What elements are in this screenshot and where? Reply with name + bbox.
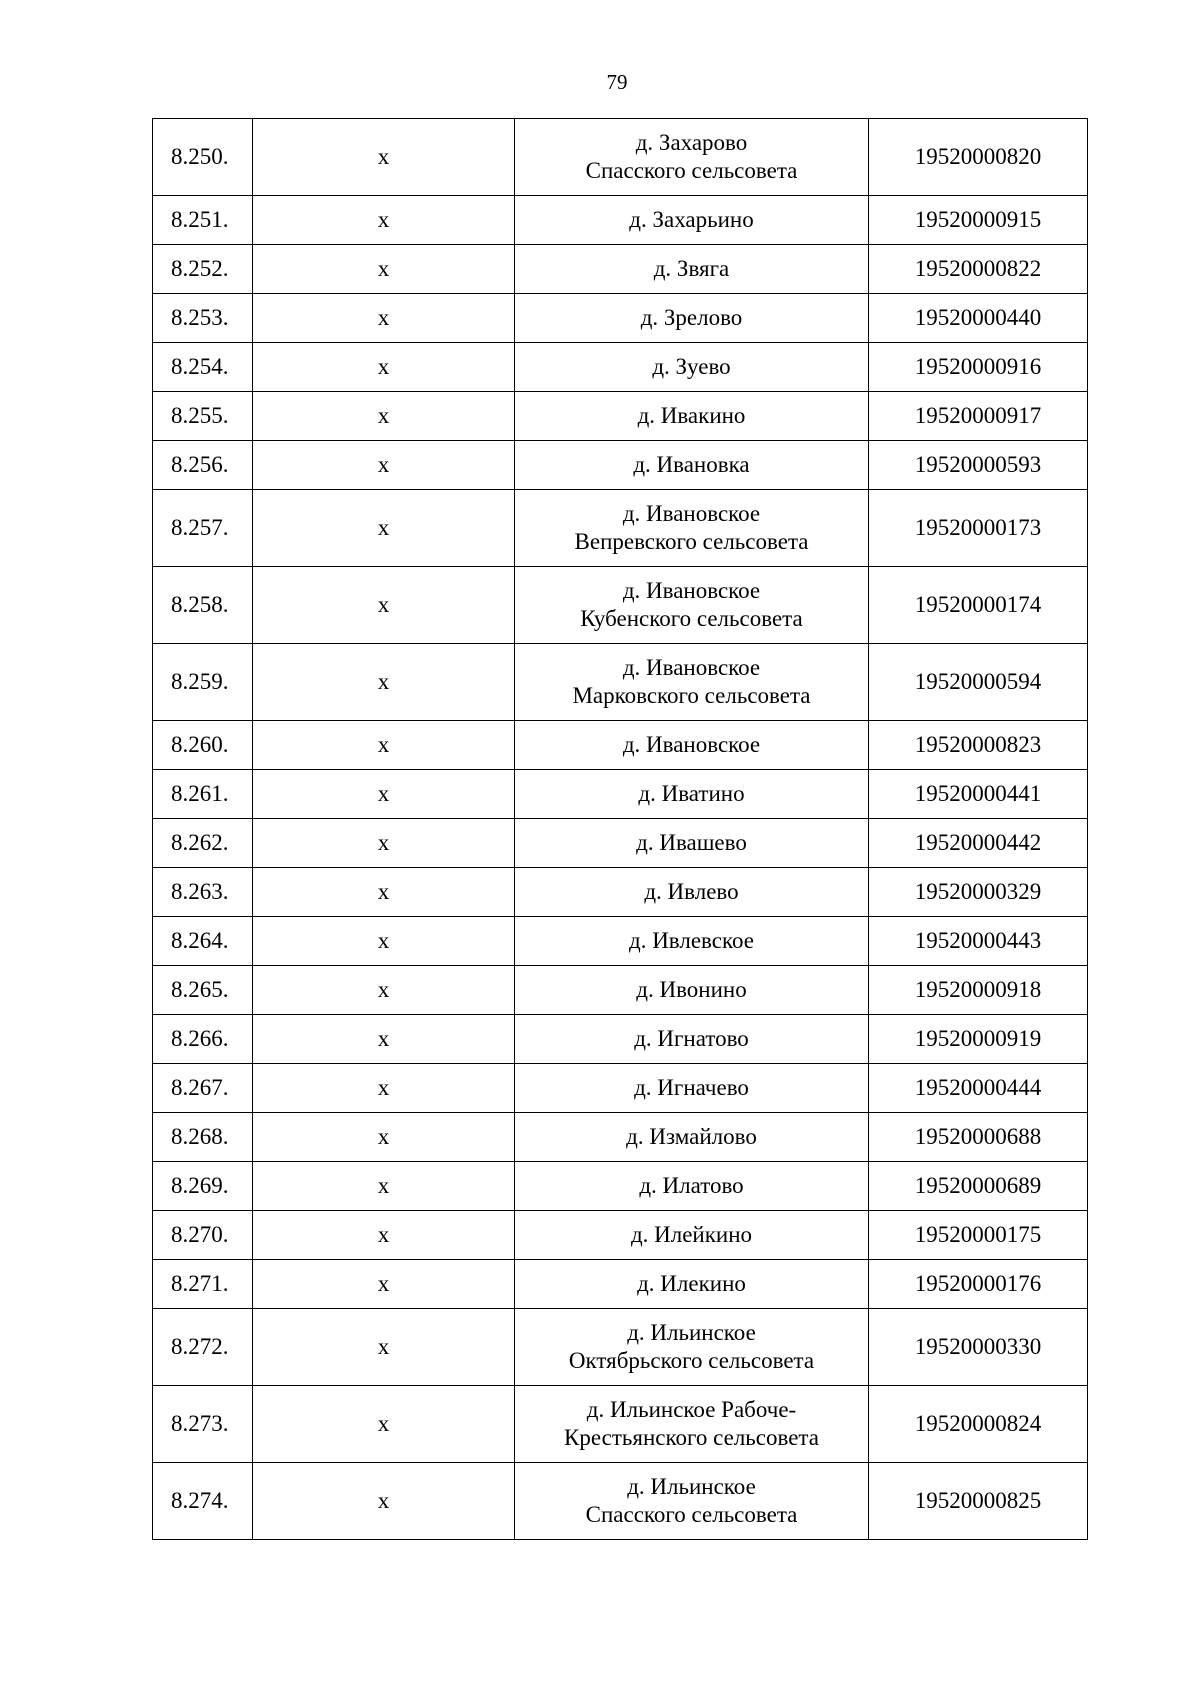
okato-code-cell: 19520000175 xyxy=(869,1211,1088,1260)
settlement-name-cell xyxy=(515,770,869,819)
okato-code-cell: 19520000594 xyxy=(869,644,1088,721)
settlement-name-line: д. Ивановское xyxy=(622,732,761,757)
settlement-name-cell xyxy=(515,1260,869,1309)
table-row xyxy=(153,917,1088,966)
mark-cell: х xyxy=(253,1260,515,1309)
mark-cell: х xyxy=(253,917,515,966)
table-row xyxy=(153,119,1088,196)
mark-cell: х xyxy=(253,343,515,392)
row-number-cell: 8.273. xyxy=(153,1386,253,1463)
row-number-cell: 8.256. xyxy=(153,441,253,490)
table-row xyxy=(153,343,1088,392)
row-number-cell: 8.271. xyxy=(153,1260,253,1309)
table-row xyxy=(153,1463,1088,1540)
row-number-cell: 8.257. xyxy=(153,490,253,567)
mark-cell: х xyxy=(253,644,515,721)
settlement-name-line: д. Ивановское xyxy=(622,578,761,603)
mark-cell: х xyxy=(253,392,515,441)
row-number-cell: 8.263. xyxy=(153,868,253,917)
page-number: 79 xyxy=(606,70,628,94)
settlement-name-cell xyxy=(515,294,869,343)
table-row xyxy=(153,567,1088,644)
okato-code-cell: 19520000824 xyxy=(869,1386,1088,1463)
table-row xyxy=(153,196,1088,245)
row-number-cell: 8.269. xyxy=(153,1162,253,1211)
settlement-name-line: д. Измайлово xyxy=(626,1124,757,1149)
table-row xyxy=(153,1162,1088,1211)
table-row xyxy=(153,1260,1088,1309)
row-number-cell: 8.262. xyxy=(153,819,253,868)
settlement-name-cell xyxy=(515,868,869,917)
settlement-name-line: д. Игначево xyxy=(634,1075,749,1100)
settlement-name-line: д. Игнатово xyxy=(634,1026,749,1051)
settlement-name-cell xyxy=(515,819,869,868)
okato-code-cell: 19520000593 xyxy=(869,441,1088,490)
okato-code-cell: 19520000173 xyxy=(869,490,1088,567)
settlement-name-cell xyxy=(515,245,869,294)
settlement-name-line: д. Ильинское Рабоче- xyxy=(586,1397,797,1422)
settlement-name-cell xyxy=(515,441,869,490)
row-number-cell: 8.258. xyxy=(153,567,253,644)
table-row xyxy=(153,1211,1088,1260)
mark-cell: х xyxy=(253,245,515,294)
settlement-name-line: д. Иватино xyxy=(638,781,745,806)
settlement-name-line: д. Ивашево xyxy=(636,830,747,855)
settlement-name-cell xyxy=(515,1386,869,1463)
mark-cell: х xyxy=(253,868,515,917)
table-row xyxy=(153,441,1088,490)
settlement-name-cell xyxy=(515,567,869,644)
mark-cell: х xyxy=(253,119,515,196)
settlement-name-cell xyxy=(515,1463,869,1540)
settlement-name-line: д. Илекино xyxy=(637,1271,746,1296)
table-row xyxy=(153,770,1088,819)
table-row xyxy=(153,819,1088,868)
settlement-name-line: д. Илейкино xyxy=(630,1222,753,1247)
settlement-name-line: д. Илатово xyxy=(639,1173,744,1198)
settlement-name-cell xyxy=(515,490,869,567)
settlement-name-line: д. Зрелово xyxy=(640,305,743,330)
settlement-name-line: д. Зуево xyxy=(652,354,731,379)
settlement-name-cell xyxy=(515,721,869,770)
mark-cell: х xyxy=(253,966,515,1015)
settlement-name-cell xyxy=(515,1309,869,1386)
okato-code-cell: 19520000823 xyxy=(869,721,1088,770)
okato-code-cell: 19520000825 xyxy=(869,1463,1088,1540)
row-number-cell: 8.272. xyxy=(153,1309,253,1386)
mark-cell: х xyxy=(253,770,515,819)
mark-cell: х xyxy=(253,294,515,343)
okato-code-cell: 19520000442 xyxy=(869,819,1088,868)
table-row xyxy=(153,868,1088,917)
row-number-cell: 8.267. xyxy=(153,1064,253,1113)
settlement-name-cell xyxy=(515,966,869,1015)
okato-code-cell: 19520000822 xyxy=(869,245,1088,294)
okato-code-cell: 19520000689 xyxy=(869,1162,1088,1211)
settlement-name-line: д. Ивлево xyxy=(644,879,739,904)
mark-cell: х xyxy=(253,1113,515,1162)
mark-cell: х xyxy=(253,196,515,245)
mark-cell: х xyxy=(253,1015,515,1064)
settlement-name-line: Кубенского сельсовета xyxy=(580,606,803,631)
mark-cell: х xyxy=(253,1064,515,1113)
settlement-name-line: Крестьянского сельсовета xyxy=(564,1425,819,1450)
settlement-name-cell xyxy=(515,196,869,245)
row-number-cell: 8.259. xyxy=(153,644,253,721)
mark-cell: х xyxy=(253,721,515,770)
table-row xyxy=(153,245,1088,294)
okato-code-cell: 19520000176 xyxy=(869,1260,1088,1309)
okato-code-cell: 19520000329 xyxy=(869,868,1088,917)
okato-code-cell: 19520000820 xyxy=(869,119,1088,196)
table-row xyxy=(153,490,1088,567)
table-row xyxy=(153,1015,1088,1064)
settlement-name-cell xyxy=(515,1064,869,1113)
settlement-name-line: д. Захарьино xyxy=(629,207,754,232)
settlement-name-line: д. Ивановка xyxy=(633,452,750,477)
settlement-name-cell xyxy=(515,392,869,441)
okato-code-cell: 19520000444 xyxy=(869,1064,1088,1113)
row-number-cell: 8.261. xyxy=(153,770,253,819)
row-number-cell: 8.260. xyxy=(153,721,253,770)
table-body xyxy=(153,119,1088,1540)
okato-code-cell: 19520000918 xyxy=(869,966,1088,1015)
settlement-name-line: д. Ивонино xyxy=(636,977,747,1002)
row-number-cell: 8.252. xyxy=(153,245,253,294)
settlement-name-line: Спасского сельсовета xyxy=(585,158,798,183)
settlement-name-line: д. Ивановское xyxy=(622,655,761,680)
table-row xyxy=(153,1386,1088,1463)
mark-cell: х xyxy=(253,1463,515,1540)
okato-code-cell: 19520000688 xyxy=(869,1113,1088,1162)
mark-cell: х xyxy=(253,1211,515,1260)
table-row xyxy=(153,1309,1088,1386)
mark-cell: х xyxy=(253,1162,515,1211)
row-number-cell: 8.266. xyxy=(153,1015,253,1064)
settlement-name-line: Вепревского сельсовета xyxy=(574,529,809,554)
okato-code-cell: 19520000915 xyxy=(869,196,1088,245)
table-row xyxy=(153,721,1088,770)
settlement-name-line: д. Ивакино xyxy=(637,403,746,428)
row-number-cell: 8.251. xyxy=(153,196,253,245)
settlement-name-cell xyxy=(515,1113,869,1162)
mark-cell: х xyxy=(253,819,515,868)
settlement-name-cell xyxy=(515,343,869,392)
okato-code-cell: 19520000441 xyxy=(869,770,1088,819)
settlement-name-cell xyxy=(515,917,869,966)
row-number-cell: 8.274. xyxy=(153,1463,253,1540)
settlement-name-line: д. Ивлевское xyxy=(629,928,754,953)
okato-code-cell: 19520000917 xyxy=(869,392,1088,441)
okato-code-cell: 19520000174 xyxy=(869,567,1088,644)
settlement-name-cell xyxy=(515,1162,869,1211)
table-row xyxy=(153,294,1088,343)
mark-cell: х xyxy=(253,1386,515,1463)
okato-code-cell: 19520000916 xyxy=(869,343,1088,392)
settlement-name-line: д. Ивановское xyxy=(622,501,761,526)
row-number-cell: 8.253. xyxy=(153,294,253,343)
settlement-name-cell xyxy=(515,644,869,721)
settlement-name-cell xyxy=(515,119,869,196)
mark-cell: х xyxy=(253,567,515,644)
settlement-name-line: Марковского сельсовета xyxy=(572,683,811,708)
row-number-cell: 8.250. xyxy=(153,119,253,196)
table-row xyxy=(153,644,1088,721)
okato-code-cell: 19520000443 xyxy=(869,917,1088,966)
row-number-cell: 8.254. xyxy=(153,343,253,392)
settlement-registry-table xyxy=(152,118,1088,1540)
table-row xyxy=(153,1064,1088,1113)
mark-cell: х xyxy=(253,1309,515,1386)
okato-code-cell: 19520000440 xyxy=(869,294,1088,343)
settlement-name-cell xyxy=(515,1015,869,1064)
settlement-name-line: д. Захарово xyxy=(635,130,748,155)
row-number-cell: 8.268. xyxy=(153,1113,253,1162)
row-number-cell: 8.270. xyxy=(153,1211,253,1260)
table-row xyxy=(153,392,1088,441)
okato-code-cell: 19520000919 xyxy=(869,1015,1088,1064)
okato-code-cell: 19520000330 xyxy=(869,1309,1088,1386)
settlement-name-cell xyxy=(515,1211,869,1260)
row-number-cell: 8.264. xyxy=(153,917,253,966)
settlement-name-line: Октябрьского сельсовета xyxy=(568,1348,815,1373)
mark-cell: х xyxy=(253,441,515,490)
settlement-name-line: Спасского сельсовета xyxy=(585,1502,798,1527)
settlement-name-line: д. Ильинское xyxy=(627,1474,756,1499)
table-row xyxy=(153,966,1088,1015)
settlement-name-line: д. Ильинское xyxy=(627,1320,756,1345)
settlement-name-line: д. Звяга xyxy=(653,256,730,281)
mark-cell: х xyxy=(253,490,515,567)
row-number-cell: 8.255. xyxy=(153,392,253,441)
table-row xyxy=(153,1113,1088,1162)
row-number-cell: 8.265. xyxy=(153,966,253,1015)
